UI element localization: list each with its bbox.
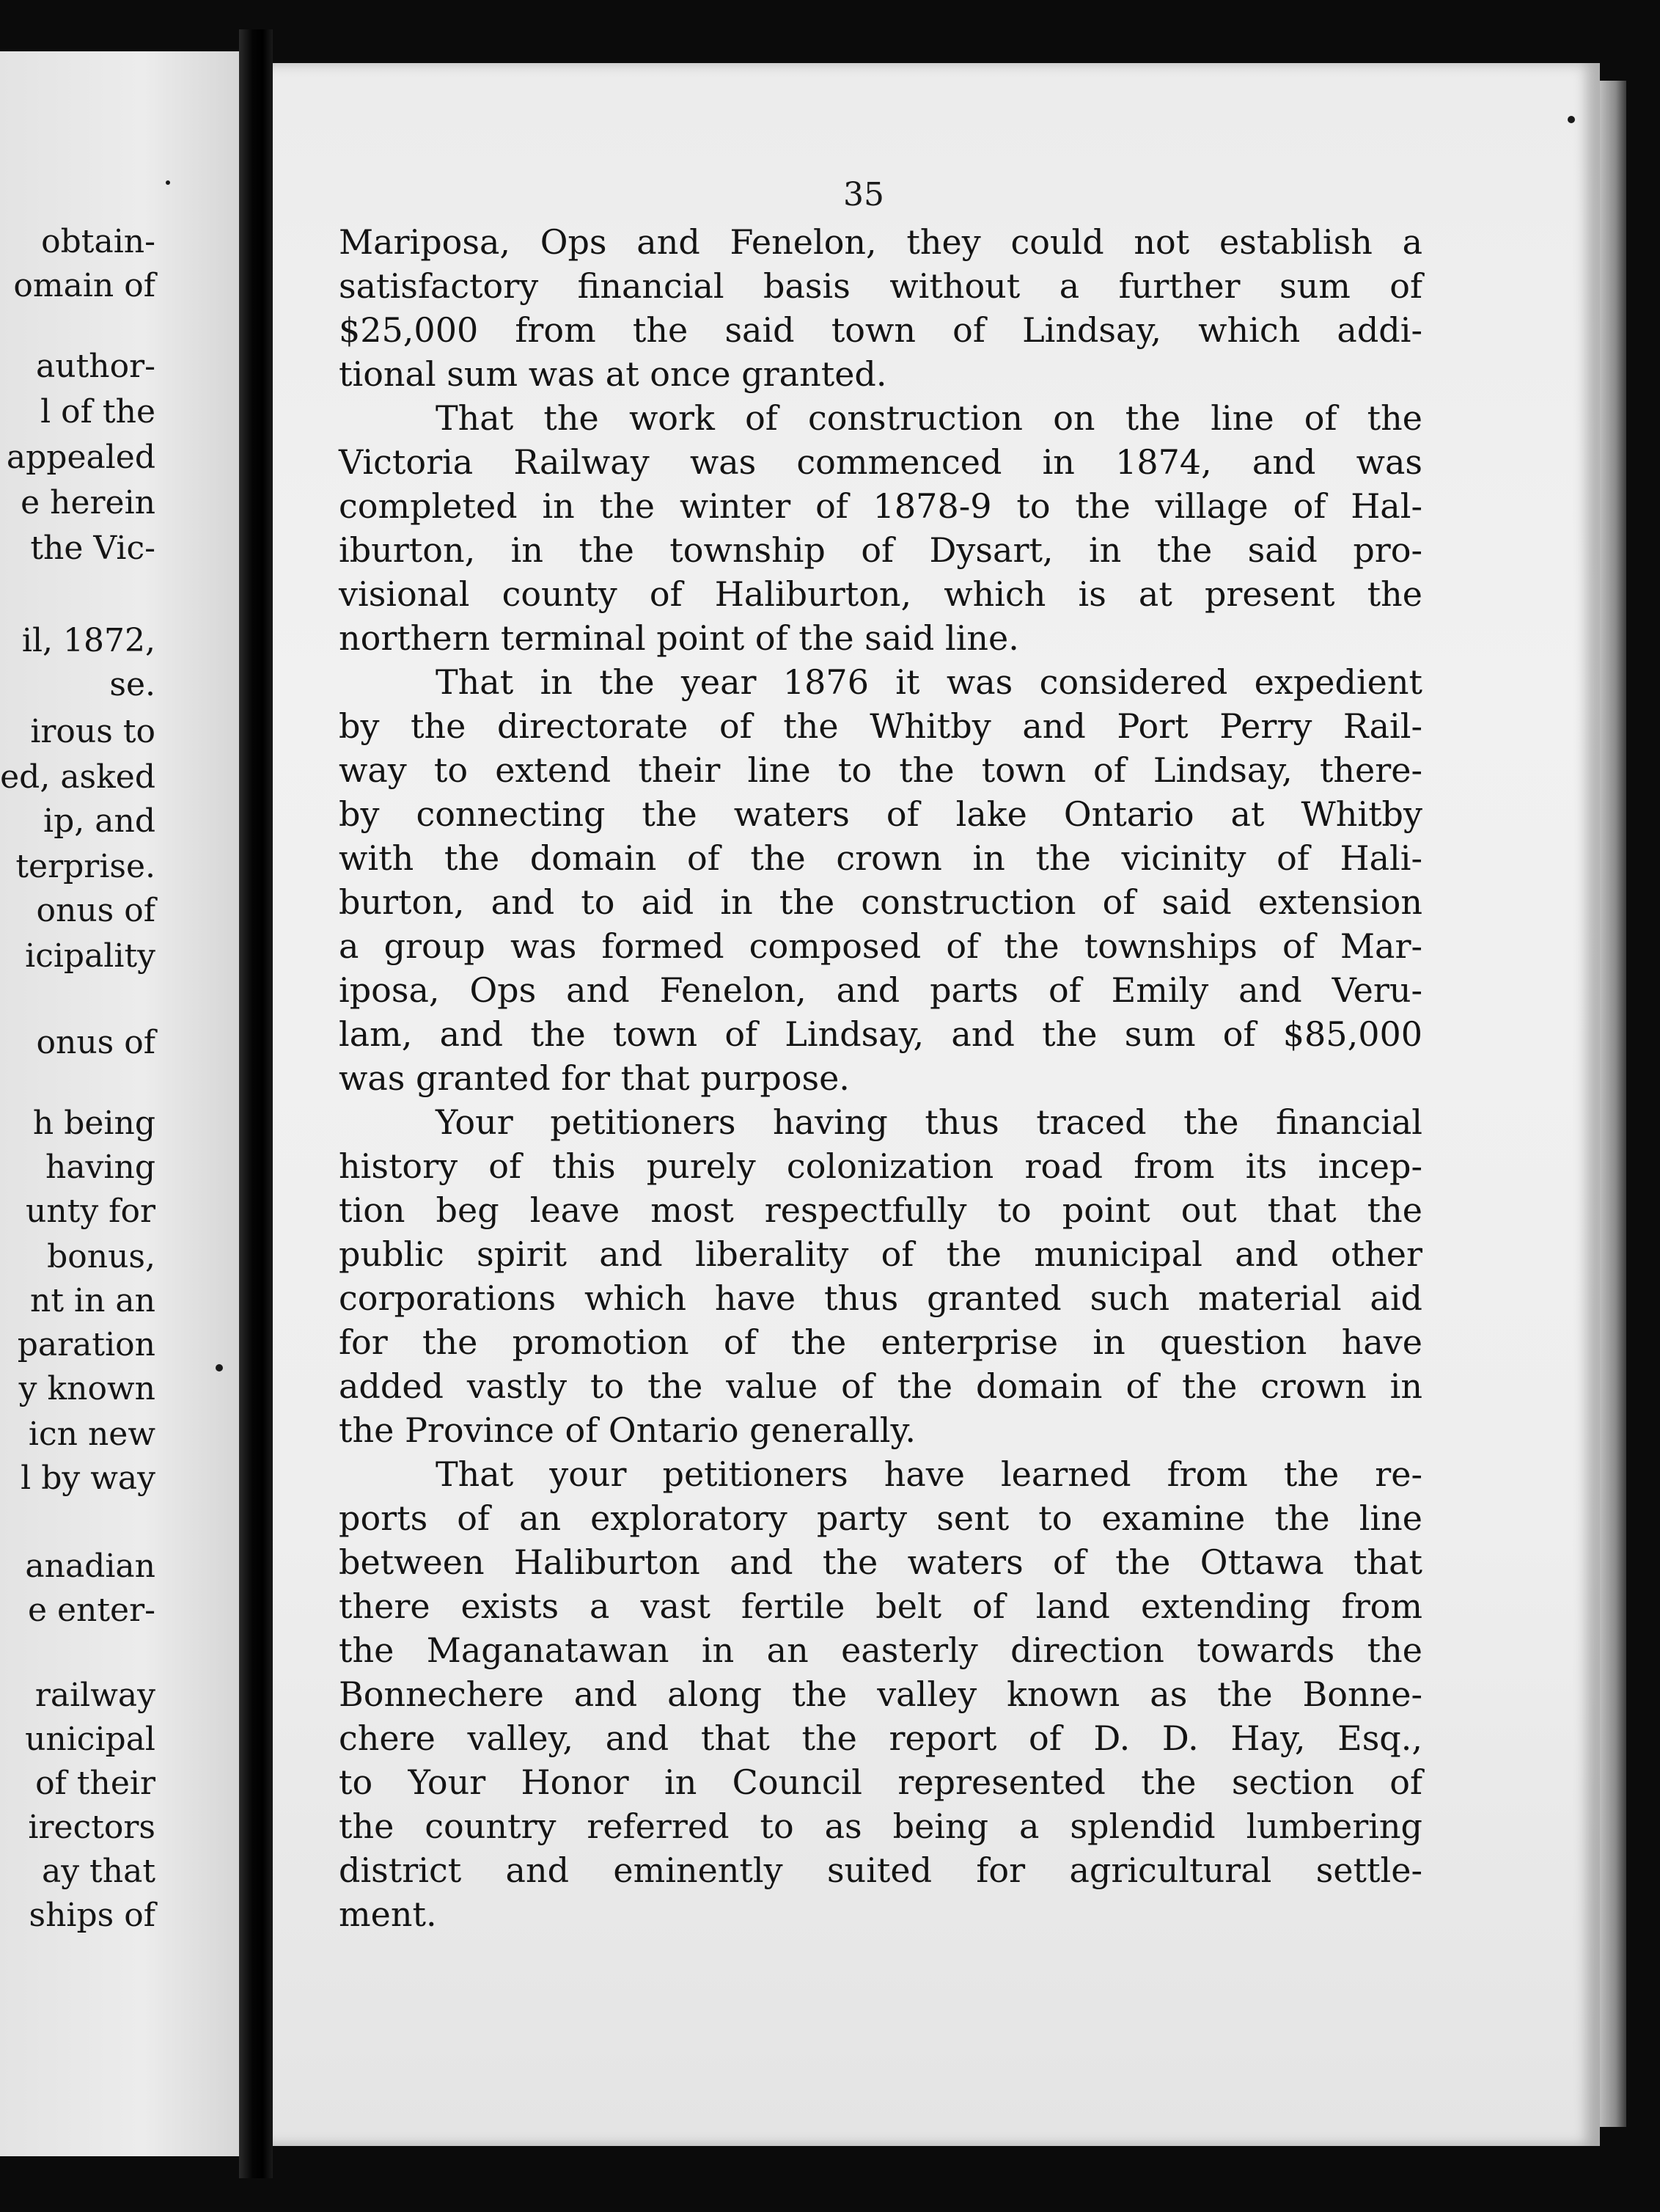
scan-speck bbox=[1568, 116, 1575, 123]
text-line: Bonnechere and along the valley known as the Bonne- bbox=[339, 1674, 1422, 1714]
previous-page-text-fragment: il, 1872, bbox=[21, 622, 155, 659]
previous-page-text-fragment: icipality bbox=[25, 937, 155, 975]
previous-page-text-fragment: l by way bbox=[21, 1460, 155, 1497]
previous-page-text-fragment: bonus, bbox=[47, 1238, 155, 1275]
page-edge-shadow bbox=[1600, 81, 1626, 2127]
previous-page-text-fragment: appealed bbox=[6, 439, 155, 476]
previous-page-text-fragment: ip, and bbox=[43, 802, 155, 840]
previous-page-text-fragment: paration bbox=[17, 1326, 155, 1363]
text-line: That your petitioners have learned from the re- bbox=[436, 1454, 1422, 1494]
text-line: to Your Honor in Council represented the section of bbox=[339, 1762, 1422, 1802]
previous-page-text-fragment: ed, asked bbox=[0, 758, 155, 796]
text-line: visional county of Haliburton, which is at present the bbox=[339, 574, 1422, 614]
text-line: corporations which have thus granted such material aid bbox=[339, 1278, 1422, 1318]
previous-page-text-fragment: e enter- bbox=[27, 1592, 155, 1629]
text-line: ports of an exploratory party sent to examine the line bbox=[339, 1498, 1422, 1538]
previous-page-text-fragment: se. bbox=[109, 666, 155, 703]
text-line: between Haliburton and the waters of the Ottawa that bbox=[339, 1542, 1422, 1582]
previous-page-text-fragment: railway bbox=[34, 1677, 155, 1714]
page-body-text bbox=[339, 220, 1422, 1936]
text-line: public spirit and liberality of the municipal and other bbox=[339, 1234, 1422, 1274]
text-line: tional sum was at once granted. bbox=[339, 354, 887, 394]
previous-page-text-fragment: onus of bbox=[36, 892, 155, 929]
text-line: tion beg leave most respectfully to point out that the bbox=[339, 1190, 1422, 1230]
previous-page-text-fragment: anadian bbox=[25, 1548, 155, 1585]
text-line: lam, and the town of Lindsay, and the sum of $85,000 bbox=[339, 1014, 1422, 1054]
previous-page-text-fragment: terprise. bbox=[15, 848, 155, 885]
scan-speck bbox=[216, 1364, 223, 1371]
text-line: northern terminal point of the said line. bbox=[339, 618, 1019, 658]
previous-page-text-fragment: the Vic- bbox=[30, 530, 155, 567]
page-number: 35 bbox=[843, 176, 884, 213]
previous-page-text-fragment: ay that bbox=[41, 1853, 155, 1890]
text-line: ment. bbox=[339, 1894, 437, 1934]
text-line: completed in the winter of 1878-9 to the village of Hal- bbox=[339, 486, 1422, 526]
previous-page-text-fragment: onus of bbox=[36, 1024, 155, 1061]
text-line: $25,000 from the said town of Lindsay, which addi- bbox=[339, 310, 1422, 350]
text-line: burton, and to aid in the construction of said extension bbox=[339, 882, 1422, 922]
previous-page-text-fragment: unty for bbox=[25, 1193, 155, 1230]
text-line: way to extend their line to the town of Lindsay, there- bbox=[339, 750, 1422, 790]
previous-page-text-fragment: omain of bbox=[13, 267, 155, 304]
previous-page-text-fragment: e herein bbox=[21, 484, 155, 521]
text-line: a group was formed composed of the townships of Mar- bbox=[339, 926, 1422, 966]
text-line: That the work of construction on the line of the bbox=[436, 398, 1422, 438]
text-line: satisfactory financial basis without a further sum of bbox=[339, 266, 1422, 306]
previous-page-strip bbox=[0, 51, 239, 2156]
previous-page-text-fragment: ships of bbox=[29, 1897, 155, 1934]
text-line: district and eminently suited for agricultural settle- bbox=[339, 1850, 1422, 1890]
text-line: Mariposa, Ops and Fenelon, they could not establish a bbox=[339, 222, 1422, 262]
text-line: That in the year 1876 it was considered expedient bbox=[436, 662, 1422, 702]
text-line: the country referred to as being a splendid lumbering bbox=[339, 1806, 1422, 1846]
text-line: Your petitioners having thus traced the financial bbox=[436, 1102, 1422, 1142]
text-line: Victoria Railway was commenced in 1874, and was bbox=[339, 442, 1422, 482]
previous-page-text-fragment: nt in an bbox=[30, 1282, 155, 1319]
text-line: by the directorate of the Whitby and Port Perry Rail- bbox=[339, 706, 1422, 746]
text-line: added vastly to the value of the domain of the crown in bbox=[339, 1366, 1422, 1406]
text-line: there exists a vast fertile belt of land extending from bbox=[339, 1586, 1422, 1626]
previous-page-text-fragment: author- bbox=[36, 348, 155, 385]
previous-page-text-fragment: y known bbox=[18, 1370, 155, 1407]
text-line: the Maganatawan in an easterly direction towards the bbox=[339, 1630, 1422, 1670]
scan-speck bbox=[166, 180, 170, 185]
text-line: iburton, in the township of Dysart, in the said pro- bbox=[339, 530, 1422, 570]
previous-page-text-fragment: obtain- bbox=[41, 223, 155, 260]
previous-page-text-fragment: l of the bbox=[40, 393, 155, 431]
text-line: for the promotion of the enterprise in question have bbox=[339, 1322, 1422, 1362]
text-line: was granted for that purpose. bbox=[339, 1058, 850, 1098]
text-line: iposa, Ops and Fenelon, and parts of Emily and Veru- bbox=[339, 970, 1422, 1010]
previous-page-text-fragment: having bbox=[45, 1149, 155, 1186]
text-line: by connecting the waters of lake Ontario at Whitby bbox=[339, 794, 1422, 834]
text-line: the Province of Ontario generally. bbox=[339, 1410, 916, 1450]
previous-page-text-fragment: irectors bbox=[28, 1809, 155, 1846]
previous-page-text-fragment: irous to bbox=[30, 713, 155, 750]
book-binding-gutter bbox=[239, 29, 273, 2178]
text-line: chere valley, and that the report of D. D. Hay, Esq., bbox=[339, 1718, 1422, 1758]
previous-page-text-fragment: h being bbox=[32, 1105, 155, 1142]
previous-page-text-fragment: of their bbox=[35, 1765, 155, 1802]
previous-page-text-fragment: icn new bbox=[28, 1416, 155, 1453]
text-line: history of this purely colonization road from its incep- bbox=[339, 1146, 1422, 1186]
text-line: with the domain of the crown in the vicinity of Hali- bbox=[339, 838, 1422, 878]
previous-page-text-fragment: unicipal bbox=[25, 1721, 155, 1758]
